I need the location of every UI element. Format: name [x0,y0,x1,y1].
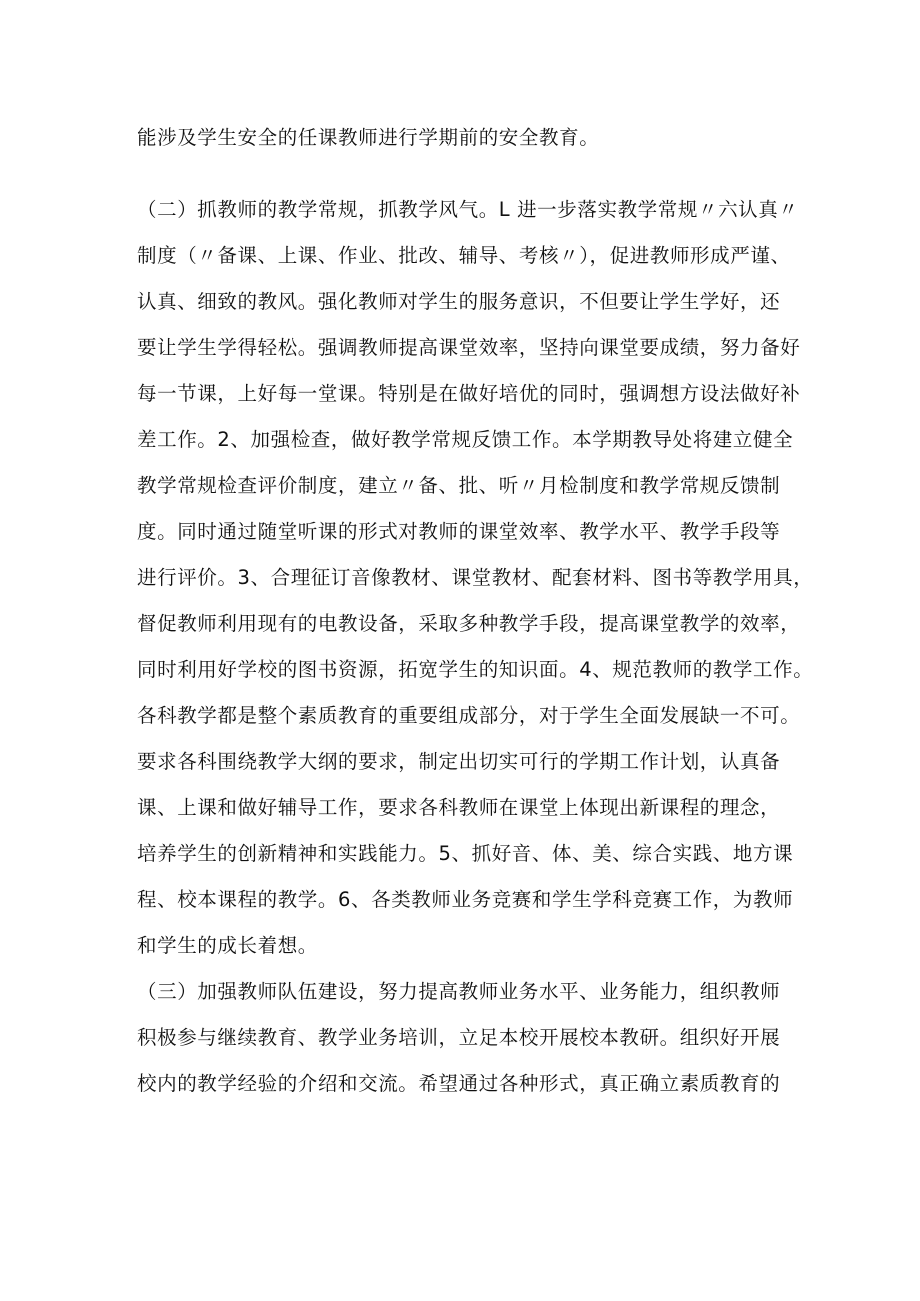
text-line: 要让学生学得轻松。强调教师提高课堂效率，坚持向课堂要成绩，努力备好 [137,336,801,359]
text-line: 每一节课，上好每一堂课。特别是在做好培优的同时，强调想方设法做好补 [137,382,801,405]
text-line: 和学生的成长着想。 [137,934,318,957]
text-line: 督促教师利用现有的电教设备，采取多种教学手段，提高课堂教学的效率， [137,612,801,635]
text-line: 校内的教学经验的介绍和交流。希望通过各种形式，真正确立素质教育的 [137,1072,781,1095]
text-line: 教学常规检查评价制度，建立〃备、批、听〃月检制度和教学常规反馈制 [137,474,781,497]
text-line: 课、上课和做好辅导工作，要求各科教师在课堂上体现出新课程的理念， [137,796,781,819]
text-line: 能涉及学生安全的任课教师进行学期前的安全教育。 [137,126,600,149]
text-line: 认真、细致的教风。强化教师对学生的服务意识，不但要让学生学好，还 [137,290,781,313]
text-line: 同时利用好学校的图书资源，拓宽学生的知识面。4、规范教师的教学工作。 [137,658,814,681]
text-line: 制度（〃备课、上课、作业、批改、辅导、考核〃），促进教师形成严谨、 [137,244,791,267]
text-line: 程、校本课程的教学。6、各类教师业务竞赛和学生学科竞赛工作，为教师 [137,888,794,911]
text-line: 积极参与继续教育、教学业务培训，立足本校开展校本教研。组织好开展 [137,1026,781,1049]
text-line: 要求各科围绕教学大纲的要求，制定出切实可行的学期工作计划，认真备 [137,750,781,773]
text-line: 差工作。2、加强检查，做好教学常规反馈工作。本学期教导处将建立健全 [137,428,794,451]
text-line: 各科教学都是整个素质教育的重要组成部分，对于学生全面发展缺一不可。 [137,704,801,727]
text-line: 进行评价。3、合理征订音像教材、课堂教材、配套材料、图书等教学用具， [137,566,814,589]
text-line: （二）抓教师的教学常规，抓教学风气。L 进一步落实教学常规〃六认真〃 [137,198,799,221]
text-line: （三）加强教师队伍建设，努力提高教师业务水平、业务能力，组织教师 [137,980,781,1003]
text-line: 度。同时通过随堂听课的形式对教师的课堂效率、教学水平、教学手段等 [137,520,781,543]
text-line: 培养学生的创新精神和实践能力。5、抓好音、体、美、综合实践、地方课 [137,842,794,865]
